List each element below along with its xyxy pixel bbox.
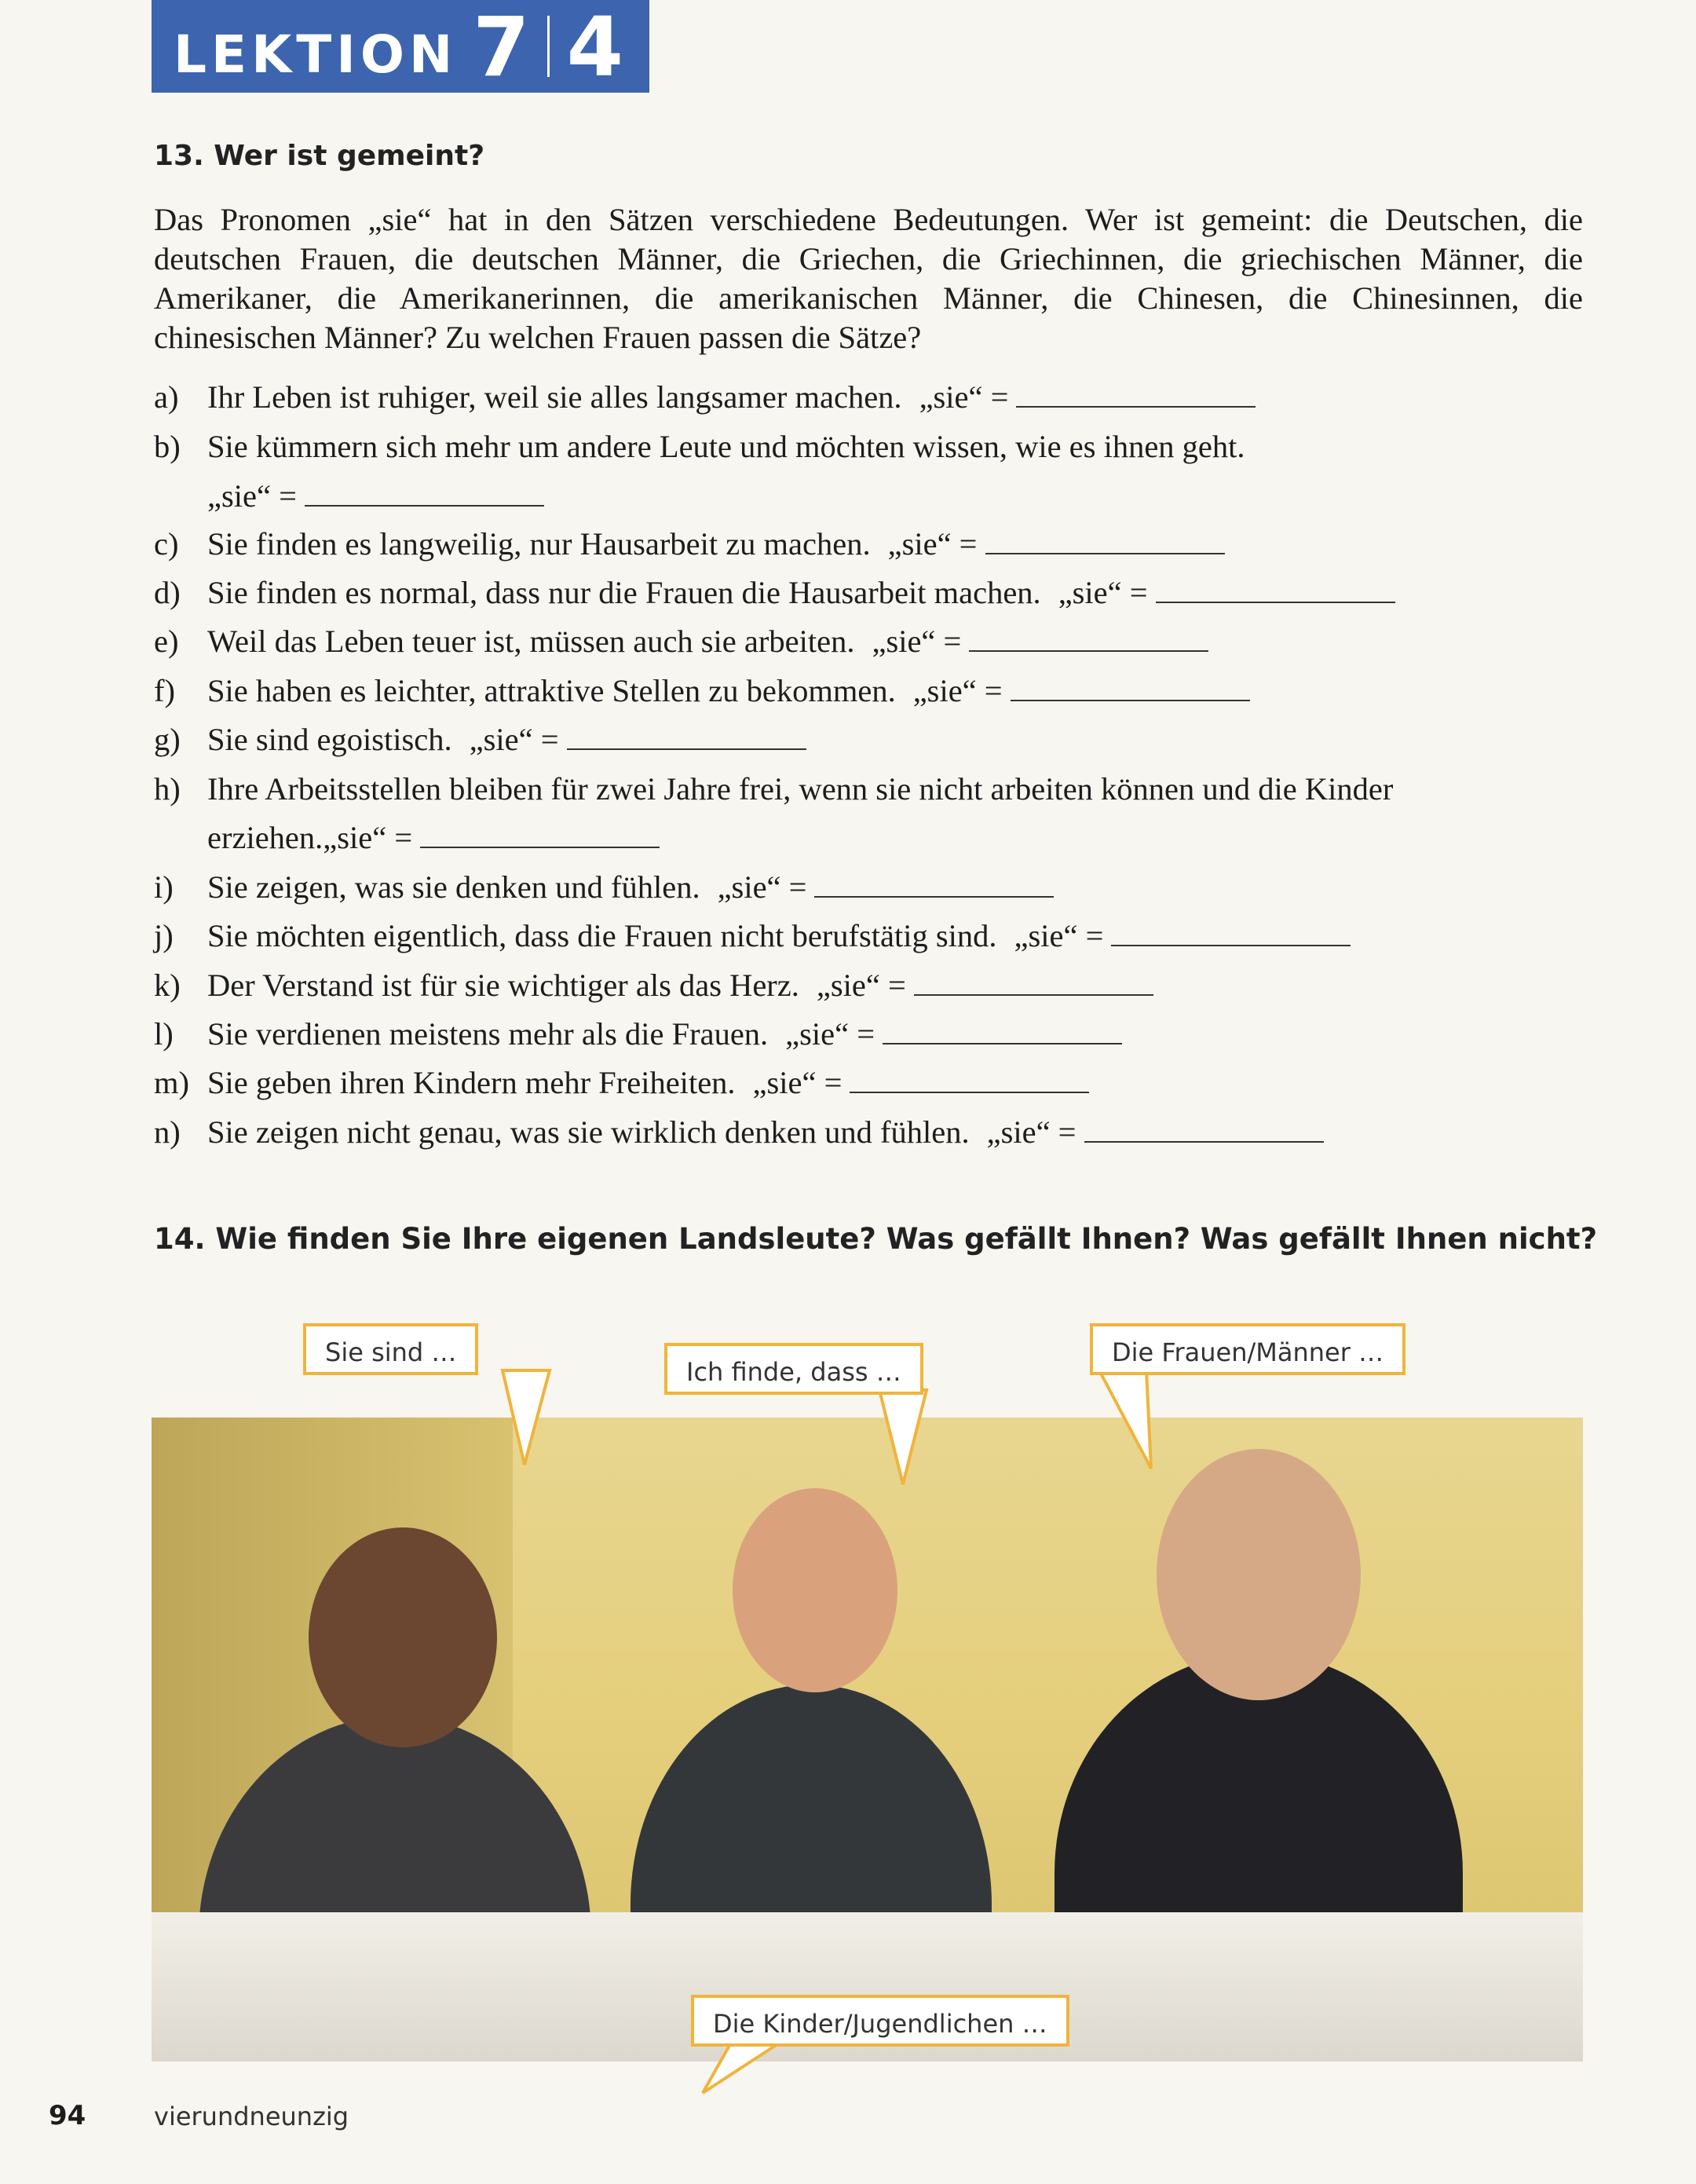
- answer-blank[interactable]: [1111, 918, 1351, 946]
- photo-head-woman-middle: [733, 1488, 897, 1692]
- exercise-13-title: 13. Wer ist gemeint?: [154, 140, 485, 172]
- sie-label: „sie“ =: [469, 722, 559, 757]
- item-text: Sie finden es langweilig, nur Hausarbeit zu machen.: [207, 526, 871, 562]
- item-label: j): [154, 918, 174, 953]
- page-number-word: vierundneunzig: [154, 2102, 349, 2131]
- sie-label: „sie“ =: [872, 624, 962, 659]
- answer-blank[interactable]: [1011, 673, 1250, 701]
- answer-blank[interactable]: [1084, 1114, 1324, 1143]
- exercise-item-i: [154, 869, 1054, 906]
- exercise-item-b-answer: [207, 477, 544, 515]
- speech-bubble-1: Sie sind …: [303, 1323, 478, 1375]
- exercise-item-b: [154, 428, 1245, 466]
- item-label: a): [154, 379, 179, 415]
- item-label: l): [154, 1016, 174, 1052]
- item-label: h): [154, 771, 181, 807]
- sie-label: „sie“ =: [752, 1065, 843, 1100]
- item-text: erziehen.: [207, 820, 323, 855]
- item-text: Sie kümmern sich mehr um andere Leute und möchten wissen, wie es ihnen geht.: [207, 429, 1245, 464]
- item-label: n): [154, 1114, 181, 1150]
- item-text: Sie sind egoistisch.: [207, 722, 452, 757]
- item-label: m): [154, 1065, 189, 1100]
- sie-label: „sie“ =: [323, 820, 413, 855]
- lesson-section-number: 4: [566, 0, 623, 95]
- exercise-item-g: [154, 721, 806, 759]
- item-text: Ihre Arbeitsstellen bleiben für zwei Jahre frei, wenn sie nicht arbeiten können und die Kinder: [207, 771, 1394, 807]
- exercise-item-m: [154, 1064, 1089, 1102]
- item-text: Sie geben ihren Kindern mehr Freiheiten.: [207, 1065, 736, 1100]
- item-text: Sie verdienen meistens mehr als die Frauen.: [207, 1016, 769, 1052]
- answer-blank[interactable]: [914, 968, 1153, 996]
- item-text: Weil das Leben teuer ist, müssen auch sie arbeiten.: [207, 624, 855, 659]
- item-text: Ihr Leben ist ruhiger, weil sie alles langsamer machen.: [207, 379, 902, 415]
- exercise-13-intro: Das Pronomen „sie“ hat in den Sätzen verschiedene Bedeutungen. Wer ist gemeint: die Deutschen, die deutschen Frauen, die deutschen Männer, die Griechen, die Griechinnen, die griechischen Männer, die Amerikaner, die Amerikanerinnen, die amerikanischen Männer, die Chinesen, die Chinesinnen, die chinesischen Männer? Zu welchen Frauen passen die Sätze?: [154, 202, 1583, 355]
- item-text: Sie finden es normal, dass nur die Frauen die Hausarbeit machen.: [207, 575, 1041, 610]
- sie-label: „sie“ =: [816, 968, 906, 1003]
- item-text: Sie haben es leichter, attraktive Stellen zu bekommen.: [207, 673, 896, 708]
- exercise-item-n: [154, 1114, 1324, 1151]
- answer-blank[interactable]: [1016, 379, 1256, 408]
- answer-blank[interactable]: [969, 624, 1208, 652]
- exercise-item-h-cont: [207, 819, 660, 857]
- lesson-number: 7: [473, 0, 530, 95]
- classroom-photo: [152, 1418, 1583, 2061]
- exercise-item-c: [154, 525, 1225, 563]
- sie-label: „sie“ =: [785, 1016, 875, 1052]
- exercise-item-f: [154, 672, 1250, 710]
- item-text: Sie zeigen nicht genau, was sie wirklich denken und fühlen.: [207, 1114, 970, 1150]
- photo-head-man: [309, 1527, 497, 1747]
- item-label: i): [154, 869, 174, 905]
- lesson-word: LEKTION: [174, 24, 458, 85]
- sie-label: „sie“ =: [887, 526, 978, 562]
- item-text: Sie zeigen, was sie denken und fühlen.: [207, 869, 700, 905]
- answer-blank[interactable]: [814, 869, 1054, 898]
- header-divider: [547, 16, 550, 77]
- exercise-item-k: [154, 967, 1153, 1004]
- speech-bubble-3: Die Frauen/Männer …: [1090, 1323, 1405, 1375]
- sie-label: „sie“ =: [912, 673, 1003, 708]
- item-text: Sie möchten eigentlich, dass die Frauen nicht berufstätig sind.: [207, 918, 997, 953]
- sie-label: „sie“ =: [1058, 575, 1148, 610]
- item-label: f): [154, 673, 175, 708]
- sie-label: „sie“ =: [1014, 918, 1104, 953]
- exercise-14-title: 14. Wie finden Sie Ihre eigenen Landsleute? Was gefällt Ihnen? Was gefällt Ihnen nicht?: [154, 1222, 1598, 1256]
- answer-blank[interactable]: [420, 820, 660, 848]
- exercise-item-d: [154, 574, 1395, 612]
- item-label: g): [154, 722, 181, 757]
- item-label: d): [154, 575, 181, 610]
- speech-bubble-2: Ich finde, dass …: [664, 1343, 923, 1395]
- exercise-item-a: [154, 379, 1256, 416]
- item-label: k): [154, 968, 181, 1003]
- item-label: b): [154, 429, 181, 464]
- page-number: 94: [49, 2100, 86, 2131]
- answer-blank[interactable]: [1156, 575, 1395, 603]
- photo-head-woman-right: [1157, 1449, 1361, 1700]
- answer-blank[interactable]: [985, 526, 1225, 554]
- answer-blank[interactable]: [305, 478, 544, 507]
- answer-blank[interactable]: [567, 722, 806, 750]
- sie-label: „sie“ =: [717, 869, 807, 905]
- item-label: c): [154, 526, 179, 562]
- sie-label: „sie“ =: [919, 379, 1009, 415]
- item-label: e): [154, 624, 179, 659]
- item-text: Der Verstand ist für sie wichtiger als das Herz.: [207, 968, 799, 1003]
- exercise-item-h: [154, 770, 1393, 808]
- answer-blank[interactable]: [850, 1065, 1089, 1093]
- exercise-item-j: [154, 917, 1351, 955]
- exercise-item-e: [154, 623, 1208, 660]
- lesson-header: [152, 0, 649, 93]
- sie-label: „sie“ =: [986, 1114, 1076, 1150]
- exercise-item-l: [154, 1015, 1122, 1053]
- sie-label: „sie“ =: [207, 478, 297, 514]
- answer-blank[interactable]: [883, 1016, 1122, 1044]
- speech-bubble-4: Die Kinder/Jugendlichen …: [691, 1995, 1069, 2047]
